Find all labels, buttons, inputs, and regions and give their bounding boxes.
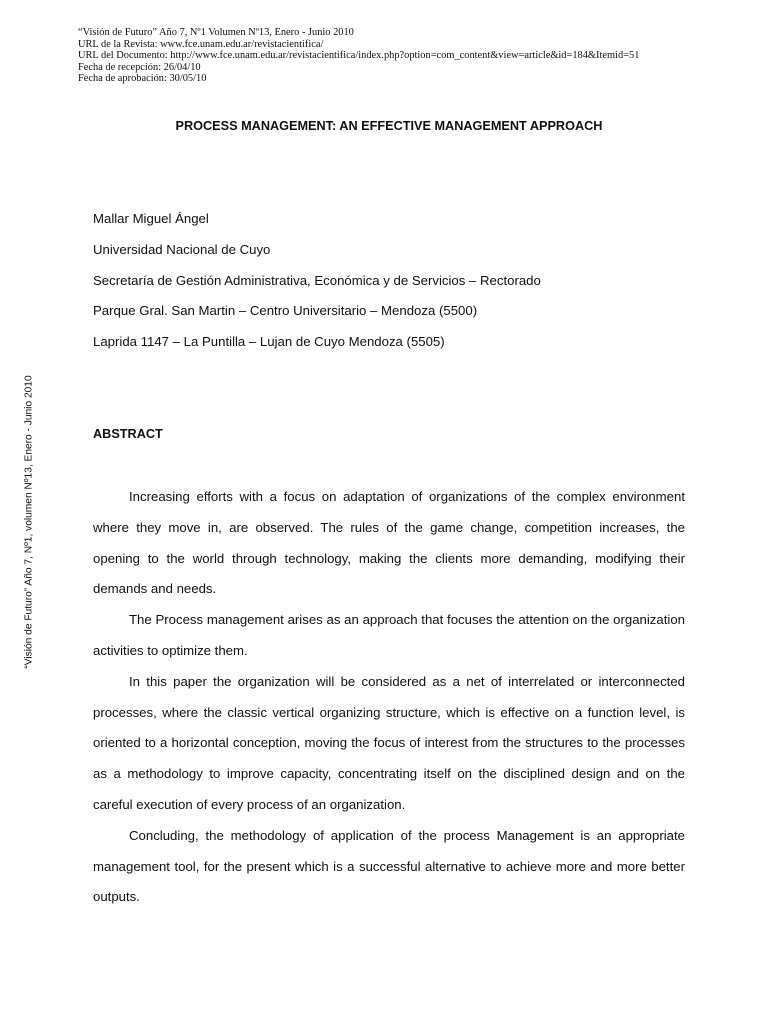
abstract-heading: ABSTRACT [93, 427, 163, 441]
paper-title: PROCESS MANAGEMENT: AN EFFECTIVE MANAGEMENT APPROACH [175, 119, 603, 133]
journal-citation: “Visión de Futuro” Año 7, Nº1 Volumen Nº13, Enero - Junio 2010 [78, 27, 354, 38]
author-address-2: Laprida 1147 – La Puntilla – Lujan de Cuyo Mendoza (5505) [93, 334, 445, 350]
abstract-paragraph: The Process management arises as an approach that focuses the attention on the organization activities to optimize them. [93, 612, 685, 658]
journal-url: URL de la Revista: www.fce.unam.edu.ar/revistacientifica/ [78, 38, 324, 50]
abstract-body [93, 482, 685, 913]
abstract-paragraph: In this paper the organization will be considered as a net of interrelated or interconnected processes, where the classic vertical organizing structure, which is effective on a function level, is oriented to a horizontal conception, moving the focus of interest from the structures to the processes as a methodology to improve capacity, concentrating itself on the disciplined design and on the careful execution of every process of an organization. [93, 673, 685, 812]
vertical-side-citation: “Visión de Futuro” Año 7, Nº1, volumen Nº13, Enero - Junio 2010 [23, 375, 35, 669]
author-university: Universidad Nacional de Cuyo [93, 241, 271, 257]
journal-header [78, 27, 758, 85]
approval-date: Fecha de aprobación: 30/05/10 [78, 73, 207, 85]
reception-date: Fecha de recepción: 26/04/10 [78, 61, 201, 73]
author-block [93, 211, 693, 365]
author-department: Secretaría de Gestión Administrativa, Económica y de Servicios – Rectorado [93, 272, 541, 288]
author-address-1: Parque Gral. San Martin – Centro Universitario – Mendoza (5500) [93, 303, 478, 319]
author-name: Mallar Miguel Ángel [93, 211, 209, 226]
document-url: URL del Documento: http://www.fce.unam.edu.ar/revistacientifica/index.php?option=com_content&view=article&id=184&Itemid=51 [78, 50, 640, 62]
abstract-paragraph: Increasing efforts with a focus on adaptation of organizations of the complex environment where they move in, are observed. The rules of the game change, competition increases, the opening to the world through technology, making the clients more demanding, modifying their demands and needs. [93, 489, 685, 597]
abstract-paragraph: Concluding, the methodology of application of the process Management is an appropriate management tool, for the present which is a successful alternative to achieve more and more better outputs. [93, 827, 685, 905]
